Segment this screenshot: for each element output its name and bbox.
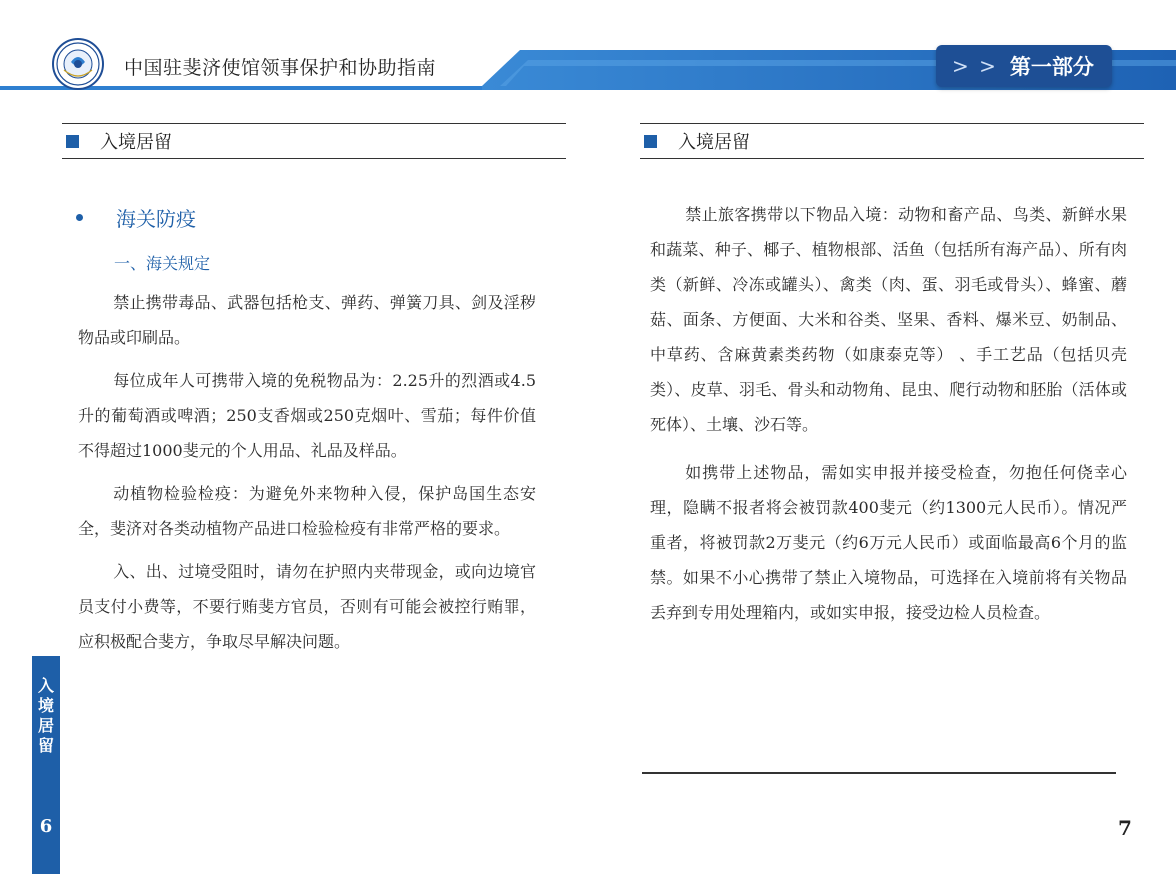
paragraph: 入、出、过境受阻时，请勿在护照内夹带现金，或向边境官员支付小费等，不要行贿斐方官员，否则有可能会被控行贿罪，应积极配合斐方，争取尽早解决问题。: [78, 562, 536, 651]
left-section-header: [62, 123, 566, 159]
side-tab-label: [32, 676, 60, 756]
side-tab-char: 居: [37, 716, 54, 735]
square-bullet-icon: [66, 135, 79, 148]
footer-divider: [642, 772, 1116, 774]
bullet-dot-icon: [76, 214, 83, 221]
bullet-title: 海关防疫: [116, 207, 196, 231]
part-badge: [936, 45, 1112, 87]
paragraph: 禁止旅客携带以下物品入境：动物和畜产品、鸟类、新鲜水果和蔬菜、种子、椰子、植物根部、活鱼（包括所有海产品）、所有肉类（新鲜、冷冻或罐头）、禽类（肉、蛋、羽毛或骨头）、蜂蜜、蘑菇、面条、方便面、大米和谷类、坚果、香料、爆米豆、奶制品、中草药、含麻黄素类药物（如康泰克等） 、手工艺品（包括贝壳类）、皮草、羽毛、骨头和动物角、昆虫、爬行动物和胚胎（活体或死体）、土壤、沙石等。: [650, 205, 1127, 434]
right-page-number: 7: [1118, 816, 1132, 840]
side-tab-char: 留: [37, 736, 54, 755]
paragraph: 如携带上述物品，需如实申报并接受检查，勿抱任何侥幸心理，隐瞒不报者将会被罚款400斐元（约1300元人民币）。情况严重者，将被罚款2万斐元（约6万元人民币）或面临最高6个月的监禁。如果不小心携带了禁止入境物品，可选择在入境前将有关物品丢弃到专用处理箱内，或如实申报，接受边检人员检查。: [650, 463, 1127, 622]
paragraph: 禁止携带毒品、武器包括枪支、弹药、弹簧刀具、剑及淫秽物品或印刷品。: [78, 293, 536, 347]
left-body-text: [78, 285, 536, 667]
part-label: 第一部分: [1009, 55, 1094, 79]
sub-heading: 一、海关规定: [114, 254, 211, 273]
side-tab-char: 入: [37, 676, 54, 695]
left-section-title: 入境居留: [100, 132, 172, 153]
right-body-text: [650, 197, 1127, 643]
side-chapter-tab: [32, 656, 60, 874]
paragraph: 每位成年人可携带入境的免税物品为：2.25升的烈酒或4.5升的葡萄酒或啤酒；250支香烟或250克烟叶、雪茄；每件价值不得超过1000斐元的个人用品、礼品及样品。: [78, 371, 536, 460]
site-title: 中国驻斐济使馆领事保护和协助指南: [124, 57, 437, 79]
side-tab-char: 境: [37, 696, 54, 715]
square-bullet-icon: [644, 135, 657, 148]
consular-affairs-seal-icon: [52, 38, 104, 90]
paragraph: 动植物检验检疫：为避免外来物种入侵，保护岛国生态安全，斐济对各类动植物产品进口检验检疫有非常严格的要求。: [78, 484, 536, 538]
bullet-heading: [76, 203, 196, 232]
chevron-right-icon: > >: [952, 54, 998, 78]
page-header: [0, 0, 1176, 100]
right-section-header: [640, 123, 1144, 159]
left-page-number: 6: [39, 816, 53, 837]
right-section-title: 入境居留: [678, 132, 750, 153]
